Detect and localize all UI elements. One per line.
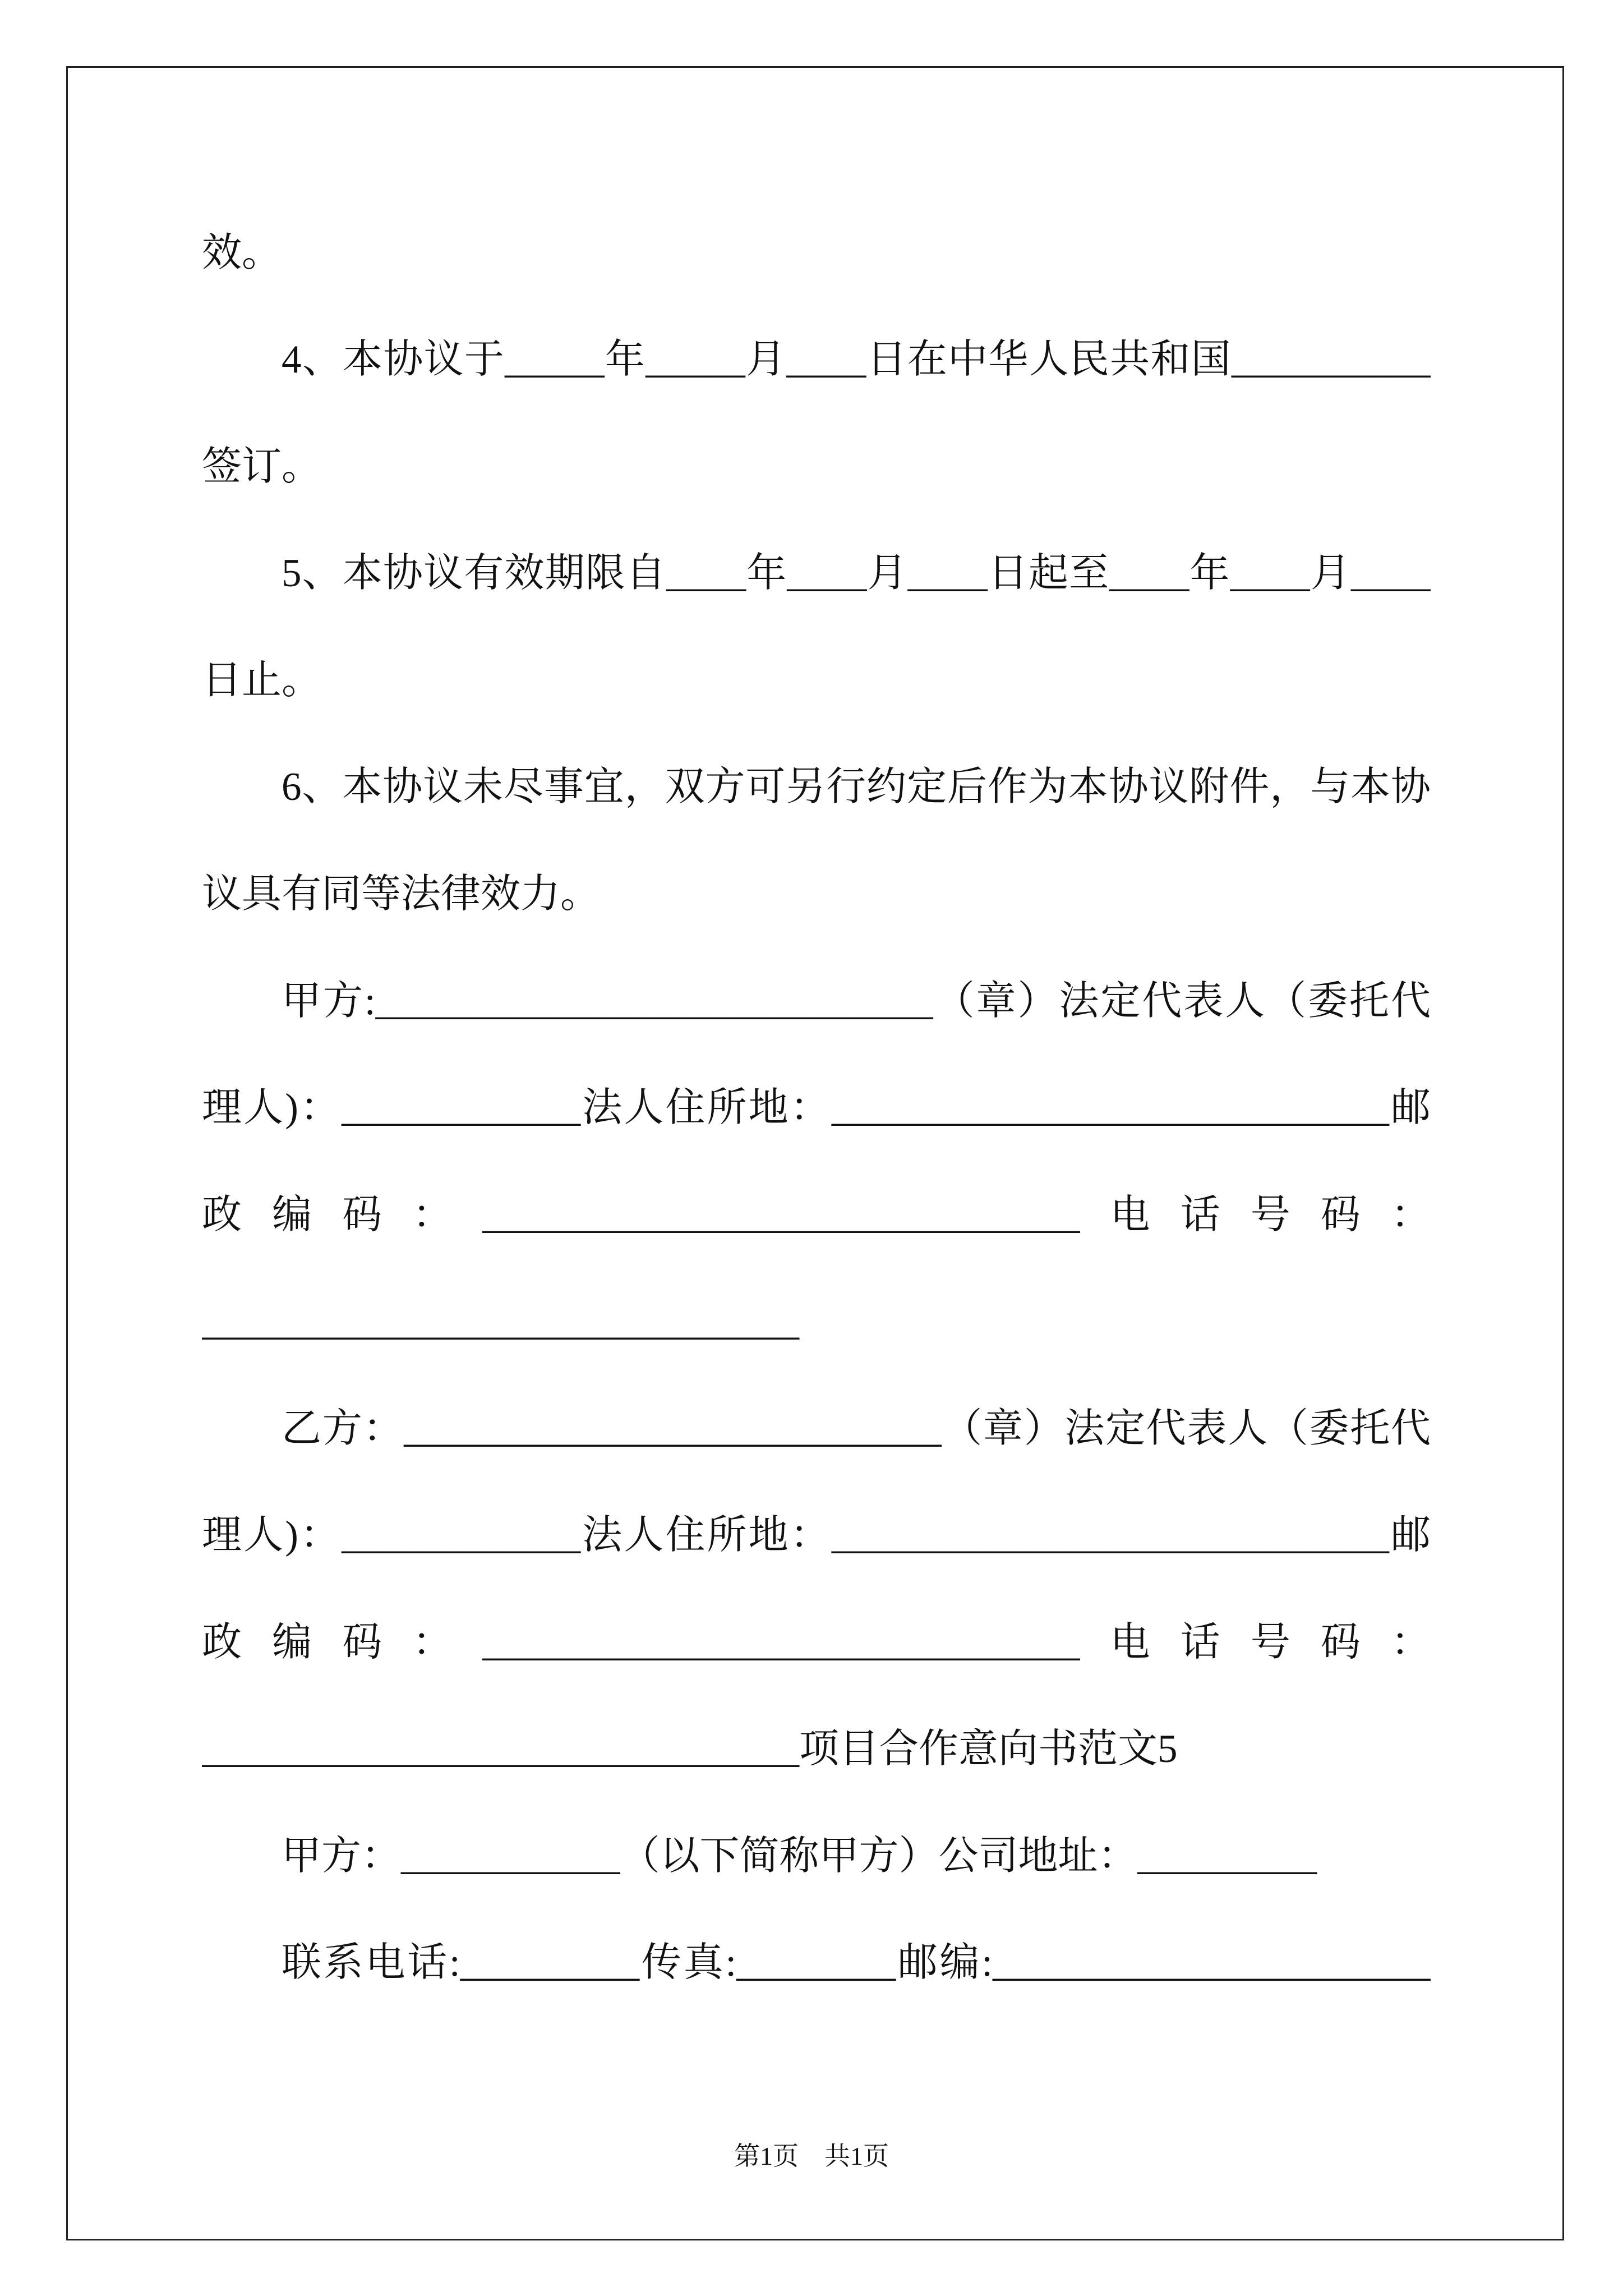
party-b-signature-block (202, 1375, 1431, 1803)
clause-5-line-2: 日止。 (202, 658, 322, 702)
next-document-contact-line: 联系电话:_________传真:________邮编:______________________ (282, 1941, 1431, 1985)
party-a-agent-address-line: 理人)：____________法人住所地：____________________________邮 (202, 1086, 1431, 1130)
page-footer: 第1页 共1页 (734, 2142, 889, 2170)
document-body (202, 200, 1431, 2017)
party-a-phone-blank-line: ______________________________ (202, 1300, 799, 1344)
party-b-agent-address-line: 理人)：____________法人住所地：____________________________邮 (202, 1513, 1431, 1558)
clause-4-line-1: 4、本协议于_____年_____月____日在中华人民共和国__________ (282, 338, 1431, 382)
clause-6 (202, 734, 1431, 947)
clause-4-line-2: 签订。 (202, 444, 322, 489)
party-b-phone-blank-and-next-title-line: ______________________________项目合作意向书范文5 (202, 1727, 1178, 1772)
clause-5 (202, 520, 1431, 734)
clause-5-line-1: 5、本协议有效期限自____年____月____日起至____年____月____ (282, 551, 1431, 596)
party-b-name-line: 乙方：___________________________（章）法定代表人（委托代 (282, 1406, 1431, 1451)
party-a-name-line: 甲方:____________________________（章）法定代表人（委托代 (282, 979, 1431, 1023)
party-a-postcode-phone-line: 政编码：______________________________电话号码： (202, 1193, 1431, 1237)
next-document-party-a-line: 甲方：___________（以下简称甲方）公司地址：_________ (282, 1834, 1317, 1878)
previous-clause-tail (202, 200, 1431, 307)
clause-6-line-1: 6、本协议未尽事宜，双方可另行约定后作为本协议附件，与本协 (282, 765, 1431, 809)
next-document-party-a-block (202, 1803, 1431, 2017)
previous-clause-tail-line: 效。 (202, 231, 282, 275)
party-b-postcode-phone-line: 政编码：______________________________电话号码： (202, 1620, 1431, 1664)
party-a-signature-block (202, 948, 1431, 1375)
clause-6-line-2: 议具有同等法律效力。 (202, 872, 601, 916)
clause-4 (202, 306, 1431, 520)
